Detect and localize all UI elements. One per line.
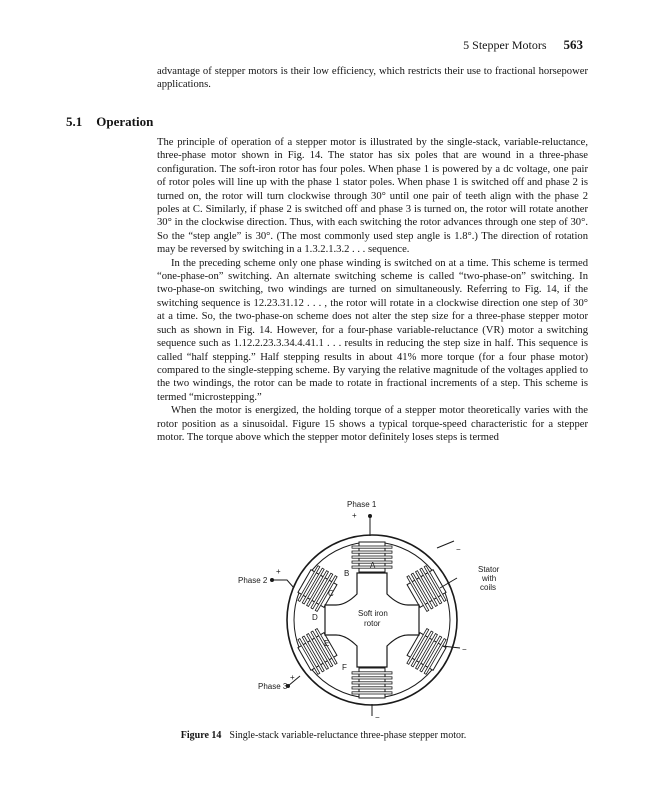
intro-paragraph-block [157, 65, 588, 92]
figure-caption [0, 730, 647, 741]
chapter-title: 5 Stepper Motors [463, 38, 547, 52]
label-pole-f: F [342, 663, 347, 672]
label-pole-c: C [328, 589, 334, 598]
stepper-motor-figure [232, 496, 532, 726]
stator-pole [352, 668, 392, 698]
label-phase1: Phase 1 [347, 500, 377, 509]
coil-winding [352, 546, 392, 548]
label-phase2-plus: + [276, 567, 281, 576]
coil-winding [352, 677, 392, 679]
coil-winding [352, 556, 392, 558]
running-header [463, 37, 583, 53]
label-stator-line3: coils [480, 583, 497, 592]
coil-winding [352, 551, 392, 553]
caption-label: Figure 14 [180, 730, 222, 741]
coil-winding [352, 682, 392, 684]
coil-winding [352, 672, 392, 674]
paragraph-3: When the motor is energized, the holding torque of a stepper motor theoretically varies with the rotor position as a sinusoidal. Figure 15 shows a typical torque-speed characteristic for a stepper motor. The torque above which the stepper motor definitely loses steps is termed [157, 405, 588, 443]
section-title: Operation [96, 114, 154, 129]
label-phase3-plus: + [290, 673, 295, 682]
caption-text: Single-stack variable-reluctance three-phase stepper motor. [229, 730, 467, 741]
label-stator-line1: Stator [478, 565, 500, 574]
label-pole-d: D [312, 613, 318, 622]
label-pole-e: E [324, 639, 330, 648]
body-text [157, 136, 588, 444]
intro-paragraph: advantage of stepper motors is their low efficiency, which restricts their use to fractional horsepower applications. [157, 66, 588, 91]
phase2-terminal [270, 578, 274, 582]
section-heading [66, 114, 167, 130]
label-rotor-line1: Soft iron [358, 609, 388, 618]
label-rotor-line2: rotor [364, 619, 381, 628]
paragraph-2: In the preceding scheme only one phase winding is switched on at a time. This scheme is termed “one-phase-on” switching. An alternate switching scheme is called “two-phase-on” switching. In two-phase-on switching, two windings are turned on simultaneously. Referring to Fig. 14, if the switching sequence is 12.23.31.12 . . . , the rotor will rotate in a clockwise direction one step of 30° at a time. So, the two-phase-on scheme does not alter the step size for a three-phase stepper motor such as shown in Fig. 14. However, for a four-phase variable-reluctance (VR) motor a switching sequence such as 1.12.2.23.3.34.4.41.1 . . . results in reducing the step size in half. This sequence is called “half stepping.” Half stepping results in about 41% more torque (for a four phase motor) compared to the single-stepping scheme. By varying the relative magnitude of the voltages applied to the two windings, the rotor can be made to rotate in fractional increments of a step. This scheme is termed “microstepping.” [157, 257, 588, 403]
label-phase3-minus: − [375, 713, 380, 722]
paragraph-1: The principle of operation of a stepper motor is illustrated by the single-stack, variable-reluctance, three-phase motor shown in Fig. 14. The stator has six poles that are wound in a three-phase configuration. The soft-iron rotor has four poles. When phase 1 is powered by a dc voltage, one pair of rotor poles will line up with the phase 1 stator poles. When phase 1 is switched off and phase 2 is turned on, the rotor will turn clockwise through 30° until one pair of teeth align with the phase 2 poles at C. Similarly, if phase 2 is switched off and phase 3 is turned on, the rotor will rotate another 30° in the clockwise direction. Thus, with each switching the rotor advances through one step of 30°. So the “step angle” is 30°. (The most commonly used step angle is 1.8°.) The direction of rotation may be reversed by switching in a 1.3.2.1.3.2 . . . sequence. [157, 137, 588, 256]
label-phase1-minus: − [456, 545, 461, 554]
label-phase2: Phase 2 [238, 576, 268, 585]
label-phase1-plus: + [352, 511, 357, 520]
coil-winding [352, 692, 392, 694]
label-pole-b: B [344, 569, 350, 578]
page-number: 563 [563, 37, 583, 52]
coil-winding [352, 687, 392, 689]
section-number: 5.1 [66, 114, 83, 129]
label-phase3: Phase 3 [258, 682, 288, 691]
label-pole-a: A [370, 561, 376, 570]
label-stator-line2: with [482, 574, 497, 583]
label-phase2-minus: − [462, 645, 467, 654]
phase1-terminal [368, 514, 372, 518]
